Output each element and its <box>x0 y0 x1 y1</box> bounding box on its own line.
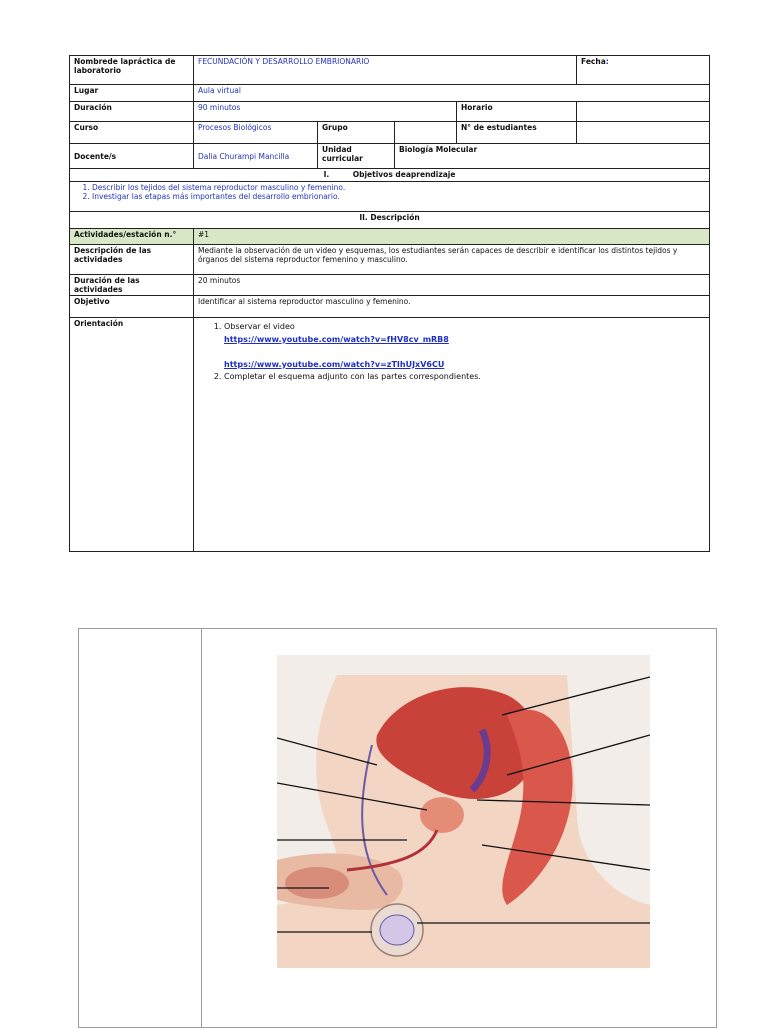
step-text: Completar el esquema adjunto con las partes correspondientes. <box>224 372 481 381</box>
diagram-table-divider <box>201 629 202 1027</box>
objective-label: Objetivo <box>70 296 194 318</box>
place-value: Aula virtual <box>194 85 710 102</box>
course-label: Curso <box>70 122 194 144</box>
step-text: Observar el video <box>224 322 295 331</box>
course-value: Procesos Biológicos <box>194 122 318 144</box>
activity-description-label: Descripción de las actividades <box>70 245 194 275</box>
duration-value: 90 minutos <box>194 102 457 122</box>
practice-name-value: FECUNDACIÓN Y DESARROLLO EMBRIONARIO <box>194 56 577 85</box>
orientation-label: Orientación <box>70 318 194 552</box>
description-title: II. Descripción <box>70 212 710 229</box>
activity-duration-label: Duración de las actividades <box>70 275 194 296</box>
group-label: Grupo <box>318 122 395 144</box>
activity-duration-value: 20 minutos <box>194 275 710 296</box>
objective-value: Identificar al sistema reproductor masculino y femenino. <box>194 296 710 318</box>
students-label: N° de estudiantes <box>457 122 577 144</box>
place-label: Lugar <box>70 85 194 102</box>
date-label: Fecha <box>581 57 606 66</box>
orientation-content <box>194 318 710 552</box>
objective-item: 1. Describir los tejidos del sistema reproductor masculino y femenino. <box>92 183 705 192</box>
activity-label: Actividades/estación n.° <box>70 229 194 245</box>
teacher-label: Docente/s <box>70 144 194 169</box>
unit-label: Unidad curricular <box>318 144 395 169</box>
prostate-shape <box>420 797 464 833</box>
schedule-value <box>577 102 710 122</box>
students-value <box>577 122 710 144</box>
video-link-2[interactable]: https://www.youtube.com/watch?v=zTIhUJxV6CU <box>224 359 445 369</box>
date-field <box>577 56 710 85</box>
group-value <box>395 122 457 144</box>
objectives-title: I. Objetivos deaprendizaje <box>70 169 710 182</box>
video-link-1[interactable]: https://www.youtube.com/watch?v=fHV8cv_mRB8 <box>224 334 449 344</box>
glans-shape <box>285 867 349 899</box>
objective-item: 2. Investigar las etapas más importantes del desarrollo embrionario. <box>92 192 705 201</box>
teacher-value: Dalia Churampi Mancilla <box>194 144 318 169</box>
orientation-step <box>224 321 705 371</box>
unit-value: Biología Molecular <box>395 144 710 169</box>
male-reproductive-anatomy-illustration <box>277 655 650 968</box>
lab-practice-form <box>69 55 710 552</box>
practice-name-label: Nombrede lapráctica de laboratorio <box>70 56 194 85</box>
testis-shape <box>380 915 414 945</box>
schedule-label: Horario <box>457 102 577 122</box>
activity-value: #1 <box>194 229 710 245</box>
objectives-list <box>70 182 710 212</box>
orientation-step <box>224 371 705 384</box>
date-colon: : <box>605 57 609 66</box>
activity-description-value: Mediante la observación de un video y esquemas, los estudiantes serán capaces de describir e identificar los distintos tejidos y órganos del sistema reproductor femenino y masculino. <box>194 245 710 275</box>
duration-label: Duración <box>70 102 194 122</box>
